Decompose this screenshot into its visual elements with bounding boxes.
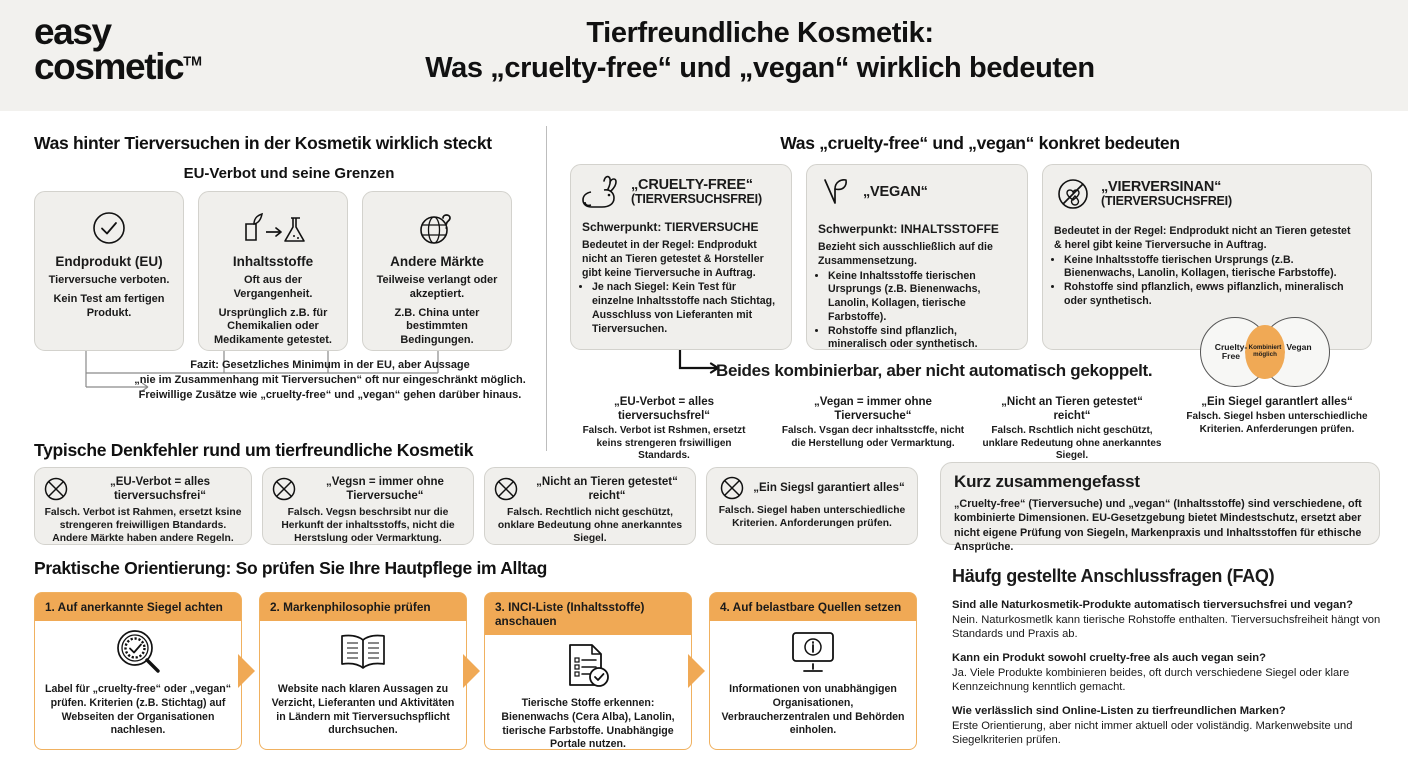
definition-bullet: • Rohstoffe sind pflanzlich, mineralisch oder synthetisch. [828,325,1016,353]
step-card-3 [484,592,692,750]
logo-trademark: TM [183,53,202,69]
mid-caption-desc: Falsch. Siegel hsben unterschiedliche Kriterien. Anferderungen prüfen. [1186,411,1368,435]
crossed-circle-icon [43,476,69,502]
eu-card-line-1: Tierversuche verboten. [48,274,170,286]
eu-card-title: Andere Märkte [390,254,484,269]
eu-card-line-2: Kein Test am fertigen Produkt. [53,292,165,319]
definition-bullet: • Je nach Siegel: Kein Test für einzelne Inhaltsstoffe nach Stichtag, Ausschluss von Lieferanten mit Tierversuchen. [592,281,780,336]
misconception-desc: Falsch. Vegsn beschrsibt nur die Herkunft der inhaltsstoffs, nicht die Herstslung oder Vermarktung. [281,507,455,544]
page-header [0,0,1408,111]
crossed-circle-icon [719,475,745,501]
left-section-title: Was hinter Tierversuchen in der Kosmetik wirklich steckt [34,133,492,153]
venn-label-left: Cruelty-Free [1214,342,1248,362]
faq-answer: Ja. Viele Produkte kombinieren beides, oft durch verschiedene Siegel oder klare Kennzeichnung kenntlich gemacht. [952,666,1350,694]
open-book-icon [260,621,466,683]
eu-card-title: Endprodukt (EU) [55,254,163,269]
venn-label-overlap: Kombiniert möglich [1248,344,1282,359]
definition-card-title-block [1101,180,1232,208]
step-body: Website nach klaren Aussagen zu Verzicht, Lieferanten und Aktivitäten in Ländern mit Tierversuchspflicht durchsuchen. [271,683,455,737]
step-arrow-1 [238,654,255,688]
leaf-icon [818,175,854,211]
step-arrow-3 [688,654,705,688]
mid-caption-desc: Falsch. Vsgan decr inhaltsstcffe, nicht die Herstellung oder Vermarktung. [781,425,965,449]
step-header: 4. Auf belastbare Quellen setzen [710,593,916,621]
definition-bullet: • Rohstoffe sind pflanzlich, ewws piflanzlich, mineralisch oder synthetisch. [1064,281,1360,309]
mid-caption-3 [982,395,1162,463]
misconception-title: „Vegsn = immer ohne Tierversuche“ [326,476,444,503]
mid-caption-desc: Falsch. Rschtlich nicht geschützt, unklare Redeutung ohne anerkanntes Siegel. [982,425,1162,462]
definition-card-cruelty-free [570,164,792,350]
mid-caption-2 [778,395,968,450]
mid-caption-title: „EU-Verbot = alles tierversuchsfrel“ [613,396,715,423]
misconception-card-3 [484,467,696,545]
checklist-document-icon [485,635,691,697]
eu-card-andere-maerkte [362,191,512,351]
steps-section-title: Praktische Orientierung: So prüfen Sie Ihre Hautpflege im Alltag [34,558,548,578]
definition-card-bullets [592,281,780,336]
faq-title: Häufg gestellte Anschlussfragen (FAQ) [952,566,1275,586]
left-sub-title: EU-Verbot und seine Grenzen [183,165,395,182]
misconception-desc: Falsch. Verbot ist Rahmen, ersetzt ksine strengeren freiwilligen Btandards. Andere Märkte haben andere Regeln. [44,507,242,544]
misconceptions-section-title: Typische Denkfehler rund um tierfreundliche Kosmetik [34,440,474,460]
step-card-1 [34,592,242,750]
misconception-card-head [271,475,465,503]
page-title-line-1: Tierfreundliche Kosmetik: [586,17,934,49]
mid-caption-title: „Nicht an Tieren getestet“ reicht“ [1001,396,1143,423]
magnifier-seal-icon [35,621,241,683]
eu-card-line-1: Oft aus der Vergangenheit. [233,274,313,300]
globe-question-icon [371,206,503,250]
combine-note: Beides kombinierbar, aber nicht automatisch gekoppelt. [716,361,1153,380]
misconception-card-4 [706,467,918,545]
beaker-arrow-icon [207,206,339,250]
brand-logo [34,11,202,88]
page-title-line-2: Was „cruelty-free“ und „vegan“ wirklich bedeuten [425,51,1095,84]
step-body: Informationen von unabhängigen Organisationen, Verbraucherzentralen und Behörden einholen. [721,683,905,737]
check-circle-icon [43,206,175,250]
step-header: 1. Auf anerkannte Siegel achten [35,593,241,621]
fazit-text [120,358,540,403]
definition-card-header [818,175,1016,211]
definition-card-header [582,175,780,209]
definition-card-bullets [828,270,1016,353]
misconception-card-head [715,475,909,501]
definition-card-focus: Schwerpunkt: INHALTSSTOFFE [818,222,999,236]
fazit-line-2: „nie im Zusammenhang mit Tierversuchen“ oft nur eingeschränkt möglich. [134,373,526,386]
mid-caption-desc: Falsch. Verbot ist Rshmen, ersetzt keins strengeren frsiwilligen Standards. [582,425,746,462]
step-header: 3. INCI-Liste (Inhaltsstoffe) anschauen [485,593,691,635]
faq-question: Kann ein Produkt sowohl cruelty-free als auch vegan sein? [952,652,1266,664]
definition-bullet: • Keine Inhaltsstoffe tierischen Ursprungs (z.B. Bienenwachs, Lanolin, Kollagen, tierische Farbstoffe). [1064,254,1360,282]
misconception-card-head [493,475,687,503]
faq-question: Wie verlässlich sind Online-Listen zu tierfreundlichen Marken? [952,705,1286,717]
eu-card-inhaltsstoffe [198,191,348,351]
definition-card-body: Bedeutet in der Regel: Endprodukt nicht an Tieren getestet & herel gibt keine Tierversuche in Auftrag. [1054,225,1351,251]
eu-card-line-2: Z.B. China unter bestimmten Bedingungen. [394,306,480,346]
definition-card-body: Bedeutet in der Regel: Endprodukt nicht an Tieren getestet & Horsteller gibt keine Tierversuche in Auftrag. [582,239,764,279]
step-body: Tierische Stoffe erkennen: Bienenwachs (Cera Alba), Lanolin, tierische Farbstoffe. Unabhängige Portale nutzen. [501,697,675,751]
page-title [260,16,1260,86]
misconception-card-head [43,475,243,503]
mid-caption-title: „Vegan = immer ohne Tierversuche“ [814,396,932,423]
faq-answer: Erste Orientierung, aber nicht immer aktuell oder voliständig. Markenwebsite und Siegelkriterien prüfen. [952,719,1353,747]
definition-card-subtitle: (TIERVERSUCHSFREI) [631,192,762,207]
middle-section-title: Was „cruelty-free“ und „vegan“ konkret bedeuten [780,133,1180,153]
logo-line-1: easy [34,11,111,52]
definition-card-title-block [863,185,928,200]
crossed-circle-icon [271,476,297,502]
summary-body: „Cruelty-free“ (Tierversuche) und „vegan“ (Inhaltsstoffe) sind verschiedene, oft kombinierte Dimensionen. EU-Gesetzgebung bietet Mindestschutz, ersetzt aber nicht eigene Prüfung von Siegeln, Markenpraxis und Inhaltsstoffen für ethische Ansprüche. [954,498,1362,553]
eu-card-line-1: Teilweise verlangt oder akzeptiert. [376,274,498,300]
fazit-line-3: Freiwillige Zusätze wie „cruelty-free“ und „vegan“ gehen darüber hinaus. [138,388,522,401]
step-body: Label für „cruelty-free“ oder „vegan“ prüfen. Kriterien (z.B. Stichtag) auf Webseiten der Organisationen nachlesen. [44,683,232,737]
misconception-desc: Falsch. Siegel haben unterschiedliche Kriterien. Anforderungen prüfen. [718,505,906,529]
mid-caption-1 [574,395,754,463]
faq-item-1 [952,598,1382,642]
faq-question: Sind alle Naturkosmetik-Produkte automatisch tierversuchsfrei und vegan? [952,599,1353,611]
misconception-card-2 [262,467,474,545]
mid-caption-title: „Ein Siegel garantlert alles“ [1201,396,1353,408]
misconception-title: „Nicht an Tieren getestet“ reicht“ [536,476,678,503]
definition-card-body: Bezieht sich ausschließlich auf die Zusammensetzung. [818,241,993,267]
faq-item-2 [952,651,1382,695]
column-divider [546,126,547,451]
misconception-desc: Falsch. Rechtlich nicht geschützt, onklare Bedeutung ohne anerkanntes Siegel. [497,507,683,544]
definition-card-header [1054,175,1360,213]
logo-line-2: cosmetic [34,46,184,88]
eu-card-line-2: Ursprünglich z.B. für Chemikalien oder Medikamente getestet. [214,306,332,346]
step-header: 2. Markenphilosophie prüfen [260,593,466,621]
step-card-2 [259,592,467,750]
summary-title: Kurz zusammengefasst [954,472,1140,491]
definition-card-title-block [631,178,762,206]
eu-card-endprodukt [34,191,184,351]
rabbit-icon [582,175,622,209]
faq-answer: Nein. Naturkosmetlk kann tierische Rohstoffe enthalten. Tierversuchsfreiheit hängt von Standards und Praxis ab. [952,613,1381,641]
definition-bullet: • Keine Inhaltsstoffe tierischen Ursprungs (z.B. Bienenwachs, Lanolin, Kollagen, tierische Farbstoffe). [828,270,1016,325]
faq-item-3 [952,704,1382,748]
definition-card-bullets [1064,254,1360,309]
crossed-circle-icon [493,476,519,502]
step-card-4 [709,592,917,750]
venn-label-right: Vegan [1286,342,1312,352]
misconception-title: „Ein Siegsl garantiert alles“ [753,481,905,494]
eu-card-title: Inhaltsstoffe [232,254,314,269]
misconception-title: „EU-Verbot = alles tierversuchsfrei“ [109,476,211,503]
definition-card-subtitle: (TIERVERSUCHSFREI) [1101,194,1232,209]
fazit-line-1: Fazit: Gesetzliches Minimum in der EU, aber Aussage [190,359,470,371]
definition-card-title: „VEGAN“ [863,184,928,201]
misconception-card-1 [34,467,252,545]
summary-card [940,462,1380,553]
definition-card-title: „CRUELTY-FREE“ [631,176,753,193]
mid-caption-4 [1182,395,1372,436]
no-animal-drop-icon [1054,175,1092,213]
definition-card-vegan [806,164,1028,350]
definition-card-title: „VIERVERSINAN“ [1101,178,1222,195]
step-arrow-2 [463,654,480,688]
definition-card-focus: Schwerpunkt: TIERVERSUCHE [582,220,759,234]
monitor-info-icon [710,621,916,683]
venn-diagram [1200,317,1330,387]
